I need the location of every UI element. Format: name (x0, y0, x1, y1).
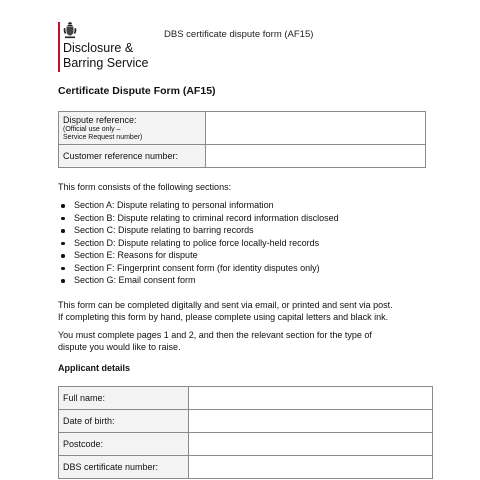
required-pages-note (58, 329, 438, 353)
section-g-label: Section G: Email consent form (74, 275, 196, 285)
date-of-birth-label: Date of birth: (59, 410, 189, 433)
table-row (59, 410, 433, 433)
sections-list (58, 199, 339, 287)
bullet-icon (61, 279, 65, 283)
organisation-name-line-1: Disclosure & (63, 41, 134, 55)
customer-reference-label: Customer reference number: (59, 145, 206, 168)
section-d-label: Section D: Dispute relating to police force locally-held records (74, 237, 320, 248)
list-item (58, 237, 339, 250)
organisation-name-line-2: Barring Service (63, 55, 149, 70)
document-header-title: DBS certificate dispute form (AF15) (164, 29, 314, 40)
list-item (58, 262, 339, 275)
form-title: Certificate Dispute Form (AF15) (58, 85, 216, 97)
postcode-field[interactable] (189, 433, 433, 456)
table-row (59, 145, 426, 168)
list-item (58, 199, 339, 212)
bullet-icon (61, 254, 65, 258)
section-f-label: Section F: Fingerprint consent form (for identity disputes only) (74, 262, 320, 273)
completion-instructions (58, 299, 438, 323)
date-of-birth-field[interactable] (189, 410, 433, 433)
reference-table (58, 111, 426, 168)
table-row (59, 456, 433, 479)
list-item (58, 212, 339, 225)
list-item (58, 274, 339, 287)
completion-instructions-line-2: If completing this form by hand, please complete using capital letters and black ink. (58, 312, 389, 322)
bullet-icon (61, 229, 65, 233)
completion-instructions-line-1: This form can be completed digitally and sent via email, or printed and sent via post. (58, 300, 393, 310)
section-b-label: Section B: Dispute relating to criminal record information disclosed (74, 212, 339, 223)
dispute-reference-field[interactable] (206, 112, 426, 145)
bullet-icon (61, 267, 65, 271)
bullet-icon (61, 217, 65, 221)
bullet-icon (61, 242, 65, 246)
section-c-label: Section C: Dispute relating to barring records (74, 225, 254, 235)
dispute-reference-label: Dispute reference: (63, 114, 137, 125)
dispute-reference-note-1: (Official use only – (63, 125, 121, 133)
royal-crest-icon (63, 22, 77, 39)
required-pages-note-line-1: You must complete pages 1 and 2, and then the relevant section for the type of (58, 330, 372, 340)
dbs-certificate-number-label: DBS certificate number: (59, 456, 189, 479)
required-pages-note-line-2: dispute you would like to raise. (58, 342, 181, 352)
table-row (59, 433, 433, 456)
full-name-label: Full name: (59, 387, 189, 410)
postcode-label: Postcode: (59, 433, 189, 456)
dispute-reference-note-2: Service Request number) (63, 133, 143, 141)
logo-accent-bar (58, 22, 60, 72)
section-a-label: Section A: Dispute relating to personal information (74, 200, 274, 210)
section-e-label: Section E: Reasons for dispute (74, 250, 198, 260)
applicant-details-heading: Applicant details (58, 363, 131, 373)
table-row (59, 112, 426, 145)
customer-reference-field[interactable] (206, 145, 426, 168)
table-row (59, 387, 433, 410)
list-item (58, 249, 339, 262)
dbs-certificate-number-field[interactable] (189, 456, 433, 479)
organisation-name (63, 41, 148, 70)
dispute-reference-label-cell (59, 112, 206, 145)
list-item (58, 224, 339, 237)
bullet-icon (61, 204, 65, 208)
applicant-details-table (58, 386, 433, 479)
sections-intro: This form consists of the following sections: (58, 182, 232, 192)
full-name-field[interactable] (189, 387, 433, 410)
